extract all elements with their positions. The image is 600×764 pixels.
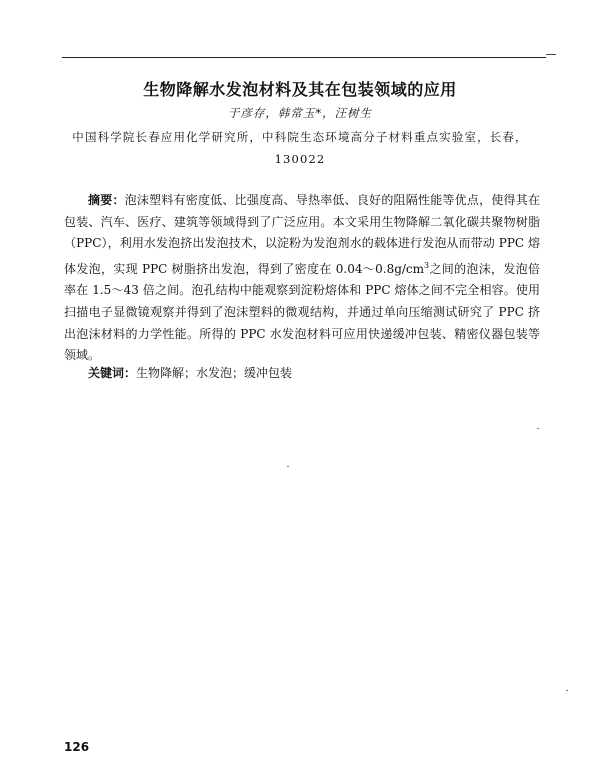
scan-speck <box>287 466 289 467</box>
paper-title: 生物降解水发泡材料及其在包装领域的应用 <box>143 80 457 99</box>
header-rule <box>62 57 546 58</box>
abstract-text-part2: 之间的泡沫，发泡倍率在 1.5～43 倍之间。泡孔结构中能观察到淀粉熔体和 PPC 熔体之间不完全相容。使用扫描电子显微镜观察并得到了泡沫塑料的微观结构，并通过单向压缩测试研究了 PPC 挤出泡沫材料的力学性能。所得的 PPC 水发泡材料可应用快递缓冲包装、精密仪器包装等领域。 <box>64 261 540 363</box>
abstract-paragraph <box>64 190 540 367</box>
header-rule-stub <box>546 54 556 55</box>
author-list: 于彦存，韩常玉*，汪树生 <box>227 106 373 120</box>
scan-speck <box>566 690 568 691</box>
keywords-line <box>64 363 540 384</box>
abstract-label: 摘要： <box>88 193 125 207</box>
keywords-label: 关键词： <box>88 366 137 380</box>
abstract-superscript: 3 <box>424 260 430 270</box>
keywords-text: 生物降解；水发泡；缓冲包装 <box>136 366 293 380</box>
affiliation: 中国科学院长春应用化学研究所，中科院生态环境高分子材料重点实验室，长春，130022 <box>72 130 528 166</box>
abstract-text-part1: 泡沫塑料有密度低、比强度高、导热率低、良好的阻隔性能等优点，使得其在包装、汽车、医疗、建筑等领域得到了广泛应用。本文采用生物降解二氧化碳共聚物树脂（PPC），利用水发泡挤出发泡技术，以淀粉为发泡剂水的载体进行发泡从而带动 PPC 熔体发泡，实现 PPC 树脂挤出发泡，得到了密度在 0.04～0.8g/cm <box>64 193 540 276</box>
scan-speck <box>537 428 539 429</box>
page-number: 126 <box>64 740 90 754</box>
